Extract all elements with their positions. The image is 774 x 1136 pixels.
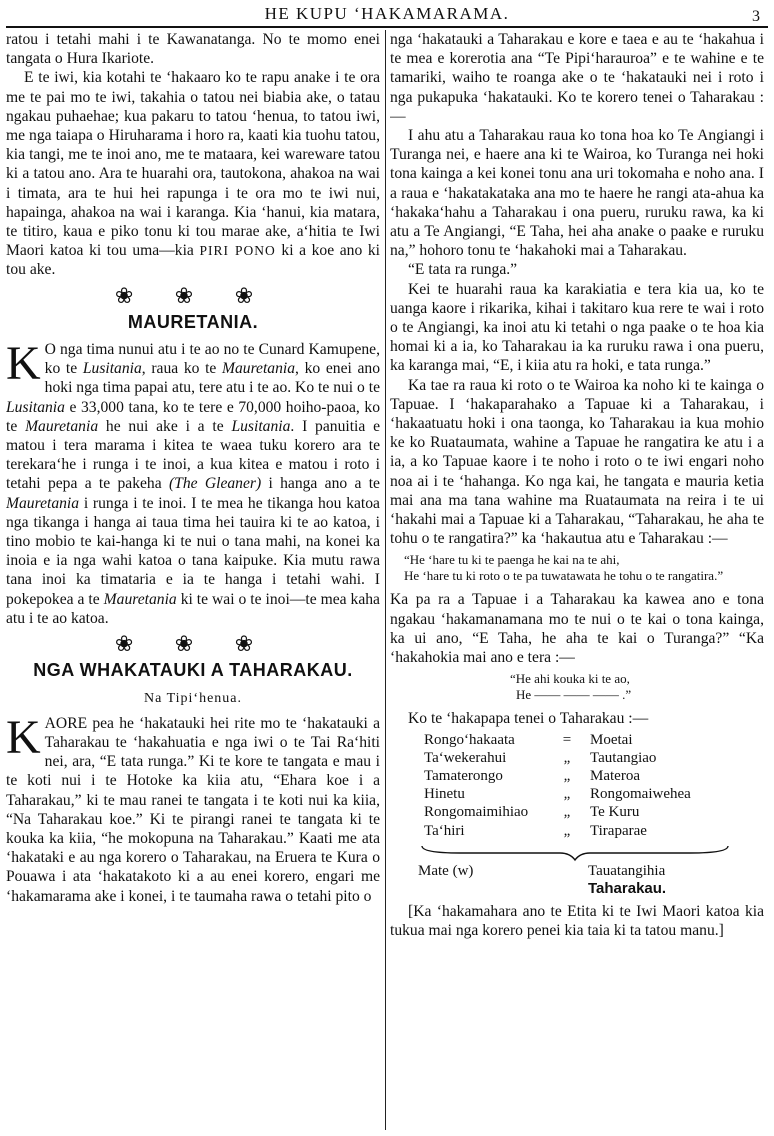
drop-cap: K <box>6 710 41 764</box>
paragraph: ratou i tetahi mahi i te Kawanatanga. No te momo enei tangata o Hura Ikariote. <box>6 31 380 68</box>
left-column <box>6 30 380 1136</box>
right-column <box>390 30 764 1136</box>
paragraph-whakatauki: KAORE pea he ʻhakatauki hei rite mo te ʻhakatauki a Taharakau te ʻhakahuatia e nga iwi o te Tai Raʻhiti nei, ara, “E tata runga.” Ki te kore te tangata e mau i te koti nui i te Hotoke ka kiia atu, “Ehara koe i a Taharakau,” ki te mau ranei te tangata i te koti nui ka kiia, “Na Taharakau koe.” Ki te pirangi ranei te tangata ki te kouka ka kiia, “he mokopuna na Taharakau.” Kaati me ata ʻhakataki e au nga korero o Taharakau, na Eruera te Kura o Pouawa i ata ʻhakatakoto ki a au enei korero, engari me ʻhakamarama ake i konei, i te taumaha rawa o tetahi pito o <box>6 710 380 905</box>
genealogy-result: Mate (w) Tauatangihia Taharakau. <box>418 862 667 897</box>
genealogy-brace <box>390 844 764 862</box>
genealogy-row: Taʻwekerahui „ Tautangiao <box>424 749 657 766</box>
byline: Na Tipiʻhenua. <box>144 690 242 706</box>
genealogy-intro: Ko te ʻhakapapa tenei o Taharakau :— <box>408 710 649 728</box>
paragraph: Ka tae ra raua ki roto o te Wairoa ka noho ki te kainga o Tapuae. I ʻhakaparahako a Tapuae ki a Taharakau, i ʻhakaatuatu hoki i ona taonga, ko Taharakau ia kua mohio ke ko Ruataumata, wahine a Tapuae he rangatira ke atu i a ia, a ko Tapuae kaore i te noho i roto o te iwi engari noho noa ai i te ʻhahanga. Ko nga kai, he tangata e mauria ketia mai ana ma tana wahine ma Ruataumata na reira i te ui ʻhakahi mai a Tapuae ki a Taharakau, “Taharakau, he aha te tohu o te rangatira?” ka ʻhakautua atu e Taharakau :— <box>390 376 764 548</box>
genealogy-table <box>424 731 764 840</box>
editor-note: [Ka ʻhakamahara ano te Etita ki te Iwi Maori katoa kia tukua mai nga korero penei kia taia ki ta tatou manu.] <box>390 902 764 939</box>
paragraph-mauretania: K O nga tima nunui atu i te ao no te Cunard Kamupene, ko te Lusitania, raua ko te Mauretania, ko enei ano hoki nga tima papai atu, tere atu i te ao. Ko te nui o te Lusitania e 33,000 tana, ko te tere e 70,000 hoiho-paoa, ko te Mauretania he nui ake i a te Lusitania. I panuitia e matou i tera marama i kitea te waea tuku korero ara te terekaraʻhe i runga i te inoi, a kua kitea e matou i roto i tetahi pepa a te pakeha (The Gleaner) i hanga ano a te Mauretania i runga i te inoi. I te mea he tikanga hou katoa nga tikanga i hanga ai taua tima hei tauira ki te ao katoa, i tino mobio te kai-hanga ki te nui o tana mahi, na konei ka inoia e ia nga wahi katoa o tana kaipuke. Kia mutu rawa tana inoi ka timataria e ia te hanga i tetahi wahi. I pokepokea a te Mauretania ki te wai o te inoi—te mea kaha atu i te ao katoa. <box>6 337 380 627</box>
paragraph: I ahu atu a Taharakau raua ko tona hoa ko Te Angiangi i Turanga nei, e haere ana ki te Wairoa, ko Turanga nei hoki tona kainga a kei konei tonu ana uri tokomaha e noho ana. I a raua e ʻhakatakataka ana mo te haere he rangi ata-ahua ka ʻhakakaʻhahu a Taharakau i ona pueru, ruruku rawa, ka ki atu a Te Angiangi, “E Taha, hei aha anake o paake e ruruku na,” hohoro tonu te ʻhakahoki mai a Taharakau. <box>390 127 764 260</box>
page-title: HE KUPU ʻHAKAMARAMA. <box>264 4 510 23</box>
brace-icon <box>420 844 730 862</box>
paragraph: “E tata ra runga.” <box>408 261 518 279</box>
page-header <box>6 0 768 28</box>
genealogy-row: Rongoʻhakaata = Moetai <box>424 731 633 748</box>
paragraph: nga ʻhakatauki a Taharakau e kore e taea e au te ʻhakahua i te mea e korerotia ana “Te Pipiʻharauroa” e te wahine e te tamariki, waiho te roanga ake o te ʻhakatauki nei i roto i nga pukapuka ʻhakatauki. Ko te korero tenei o Taharakau :— <box>390 31 764 125</box>
page-number: 3 <box>752 8 760 25</box>
ornament-divider: ❀ ❀ ❀ <box>114 631 272 657</box>
genealogy-row: Hinetu „ Rongomaiwehea <box>424 786 691 803</box>
paragraph: Kei te huarahi raua ka karakiatia e tera kia ua, ko te uanga kaore i rikarika, kihai i takitaro kua rere te wai i roto o te Angiangi, ka inoi atu ki tetahi o nga paake o te hoa kia homai ki a ia, ko Taharakau ia ka ruruku rawa i ona pueru, ka karanga mai, “E, i kiia atu ra hoki, e tata runga.” <box>390 280 764 375</box>
paragraph: Ka pa ra a Tapuae i a Taharakau ka kawea ano e tona ngakau ʻhakamanamana mo te nui o te kai o tona kainga, ka ui ano, “E Taha, he aha te kai o Turanga?” “Ka ʻhakahokia mai ano e tera :— <box>390 591 764 667</box>
genealogy-row: Taʻhiri „ Tiraparae <box>424 822 647 839</box>
genealogy-row: Rongomaimihiao „ Te Kuru <box>424 804 640 821</box>
genealogy-row: Tamaterongo „ Materoa <box>424 767 640 784</box>
section-heading-mauretania: MAURETANIA. <box>127 311 259 332</box>
quotation: “He ʻhare tu ki te paenga he kai na te ahi, He ʻhare tu ki roto o te pa tuwatawata he tohu o te rangatira.” <box>404 552 724 584</box>
columns <box>6 30 768 1136</box>
paragraph: E te iwi, kia kotahi te ʻhakaaro ko te rapu anake i te ora me te pai mo te iwi, takahia o tatou nei biabia ake, o tatau ngakau puhaehae; kua pakaru to tatou ʻhenua, to tatou iwi, me nga taiapa o Hiruharama i horo ra, kaati kia tuohu tatou, kia tangi, me te inoi ano, me te mataara, kei wareware tatou ki a tatou ano. Ara te huarahi ora, tautokona, ahakoa na wai i timata, ara te hui hei rapunga i te ora mo te iwi nui, hapainga, ahakoa na wai i karanga. Kia ʻhanui, kia matara, te titiro, kaua e piko tonu ki tou marae ake, aʻhitia te Iwi Maori katoa ki tou uma—kia PIRI PONO ki a koe ano ki tou ake. <box>6 69 380 279</box>
section-heading-whakatauki: NGA WHAKATAUKI A TAHARAKAU. <box>33 660 353 681</box>
quotation: “He ahi kouka ki te ao, He —— —— —— .” <box>510 671 632 703</box>
ornament-divider: ❀ ❀ ❀ <box>114 282 272 308</box>
drop-cap: K <box>6 337 41 391</box>
small-caps-phrase: PIRI PONO <box>199 243 276 259</box>
